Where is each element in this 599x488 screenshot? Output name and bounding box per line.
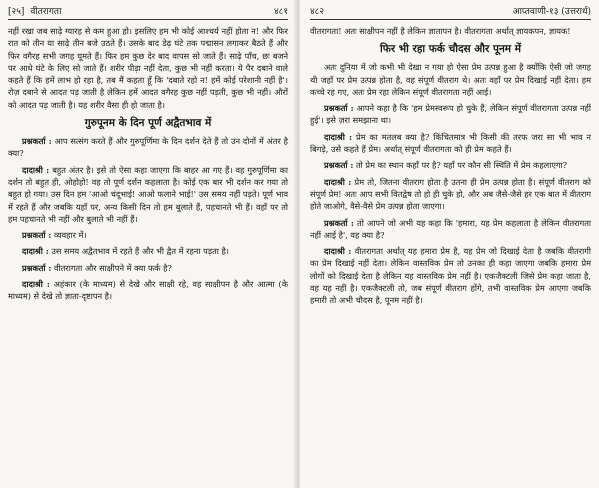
speaker-label: प्रश्नकर्ता : bbox=[324, 217, 354, 228]
paragraph: वीतरागता! अतः साक्षीपन नहीं है लेकिन ज्ञातापन है। वीतरागता अर्थात् ज्ञायकपन, ज्ञायक! bbox=[310, 26, 571, 36]
dialogue-text: उस समय अद्वैतभाव में रहते हैं और भी द्वैत में रहना पड़ता है। bbox=[51, 246, 229, 257]
paragraph: नहीं रखा जब साढ़े ग्यारह से कम हुआ हो। इसलिए हम भी कोई आश्चर्य नहीं होता न! और फिर रात को तीन या साढ़े तीन बजे उठते हैं। उसके बाद डेढ़ घंटे तक पद्मासन लगाकर बैठते हैं और फिर वगैरह सभी जगह घूमते हैं। फिर हम कुछ देर बाद वापस सो जाते हैं। साढ़े पाँच, छः बजने पर आधे घंटे के लिए सो जाते हैं। शरीर पीड़ा नहीं देता, कुछ भी नहीं करता। ये पैर दबाने वाले कहते हैं कि हमें लाभ हो रहा है, तब मैं कहता हूँ कि 'दबाते रहो न! हमें कोई परेशानी नहीं है'। रोज़ दबाने से आदत पड़ जाती है लेकिन हमें आदत वगैरह कुछ नहीं पड़ती, कुछ भी नहीं। औरों को आदत पड़ जाती है। यह शरीर वैसा ही हो जाता है। bbox=[8, 26, 288, 110]
dialogue-answer bbox=[310, 131, 591, 156]
speaker-label: प्रश्नकर्ता : bbox=[22, 136, 52, 147]
left-page-header bbox=[8, 4, 288, 20]
right-page bbox=[300, 0, 599, 488]
paragraph: अतः दुनिया में जो कभी भी देखा न गया हो ऐसा प्रेम उत्पन्न हुआ है क्योंकि ऐसी जो जगह थी जहाँ पर प्रेम उत्पन्न होता है, वह संपूर्ण वीतराग थे। अतः वहाँ पर प्रेम दिखाई नहीं देता। हम कच्चे रह गए, अतः प्रेम रहा लेकिन संपूर्ण वीतरागता नहीं आई। bbox=[310, 62, 591, 97]
speaker-label: दादाश्री : bbox=[324, 176, 352, 187]
dialogue-answer bbox=[8, 278, 288, 303]
speaker-label: प्रश्नकर्ता : bbox=[22, 262, 52, 273]
speaker-label: प्रश्नकर्ता : bbox=[324, 103, 354, 114]
dialogue-answer bbox=[310, 176, 591, 213]
dialogue-text: प्रेम का मतलब क्या है? किंचितमात्र भी किसी की तरफ जरा सा भी भाव न बिगड़े, उसे कहते हैं प्रेम। अर्थात् संपूर्ण वीतरागता को ही प्रेम कहते हैं। bbox=[310, 131, 591, 155]
dialogue-question bbox=[310, 217, 591, 242]
dialogue-question bbox=[310, 159, 591, 171]
dialogue-answer bbox=[310, 245, 591, 306]
right-page-header bbox=[310, 4, 591, 20]
speaker-label: दादाश्री : bbox=[22, 279, 50, 290]
dialogue-question bbox=[310, 102, 591, 127]
speaker-label: प्रश्नकर्ता : bbox=[324, 160, 354, 171]
section-heading: फिर भी रहा फर्क चौदस और पूनम में bbox=[380, 43, 521, 56]
dialogue-text: व्यवहार में। bbox=[54, 230, 87, 241]
dialogue-text: आपने कहा है कि 'हम प्रेमस्वरूप हो चुके हैं, लेकिन संपूर्ण वीतरागता उत्पन्न नहीं हुई'। इसे ज़रा समझाना था। bbox=[310, 103, 591, 126]
speaker-label: दादाश्री : bbox=[22, 246, 49, 257]
dialogue-text: वीतरागता और साक्षीपने में क्या फर्क है? bbox=[54, 262, 172, 273]
dialogue-text: वीतरागता अर्थात् यह हमारा प्रेम है, यह प्रेम जो दिखाई देता है जबकि वीतरागी का प्रेम दिखाई नहीं देता। लेकिन वास्तविक प्रेम तो उनका ही कहा जाएगा जबकि हमारा प्रेम लोगों को दिखाई देता है लेकिन यह वास्तविक प्रेम नहीं है। एकजैक्टली जिसे प्रेम कहा जाता है, वह यह नहीं है। एकजैक्टली तो, जब संपूर्ण वीतराग होंगे, तभी वास्तविक प्रेम आएगा जबकि हमारी तो अभी चौदस है, पूनम नहीं है। bbox=[310, 246, 591, 306]
dialogue-answer bbox=[8, 245, 288, 257]
speaker-label: प्रश्नकर्ता : bbox=[22, 230, 52, 241]
left-page bbox=[0, 0, 296, 488]
section-heading: गुरुपूनम के दिन पूर्ण अद्वैतभाव में bbox=[84, 117, 212, 130]
dialogue-text: तो प्रेम का स्थान कहाँ पर है? यहाँ पर कौन सी स्थिति में प्रेम कहलाएगा? bbox=[356, 160, 568, 171]
page-number: ४८१ bbox=[273, 7, 288, 17]
dialogue-text: आप सत्संग करते हैं और गुरुपूर्णिमा के दिन दर्शन देते हैं तो उन दोनों में अंतर है क्या? bbox=[8, 136, 288, 159]
dialogue-text: तो आपने जो अभी यह कहा कि 'हमारा, यह प्रेम कहलाता है लेकिन वीतरागता नहीं आई है', वह क्या है? bbox=[310, 217, 591, 240]
page-number: ४८२ bbox=[310, 7, 325, 17]
running-title: वीतरागता bbox=[30, 7, 62, 17]
dialogue-text: प्रेम तो, जितना वीतराग होता है उतना ही प्रेम उत्पन्न होता है। संपूर्ण वीतराग को संपूर्ण प्रेम! अतः आप सभी वितद्वेष तो हो ही चुके हो, और अब जैसे-जैसे हर एक बात में वीतराग होते जाओगे, वैसे-वैसे प्रेम उत्पन्न होता जाएगा। bbox=[310, 176, 591, 212]
speaker-label: दादाश्री : bbox=[324, 246, 352, 257]
chapter-tag: [२५] bbox=[8, 7, 25, 17]
dialogue-question bbox=[8, 262, 288, 274]
speaker-label: दादाश्री : bbox=[22, 164, 50, 175]
running-title: आप्तवाणी-१३ (उत्तरार्ध) bbox=[512, 7, 591, 17]
dialogue-text: अहंकार (के माध्यम) से देखे और साक्षी रहे, वह साक्षीपन है और आत्मा (के माध्यम) से देखे तो ज्ञाता-दृष्टापन है। bbox=[8, 279, 289, 302]
dialogue-question bbox=[8, 135, 288, 160]
dialogue-answer bbox=[8, 164, 288, 225]
dialogue-text: बहुत अंतर है। इसे तो ऐसा कहा जाएगा कि बाहर आ गए हैं। वह गुरुपूर्णिमा का दर्शन तो बहुत ही, ओहोहो! वह तो पूर्ण दर्शन कहलाता है। कोई एक बार भी दर्शन कर गया तो बहुत हो गया। उस दिन हम 'आओ चंदूभाई! आओ फलाने भाई!' उस समय नहीं पड़ते। पूर्ण भाव में रहते हैं और जबकि यहाँ पर, अन्य किसी दिन तो हम बुलाते हैं, पहचानते भी हैं। वहाँ पर तो हम पहचानते भी नहीं और बुलाते भी नहीं हैं। bbox=[8, 164, 289, 224]
speaker-label: दादाश्री : bbox=[324, 131, 353, 142]
dialogue-question bbox=[8, 229, 288, 241]
